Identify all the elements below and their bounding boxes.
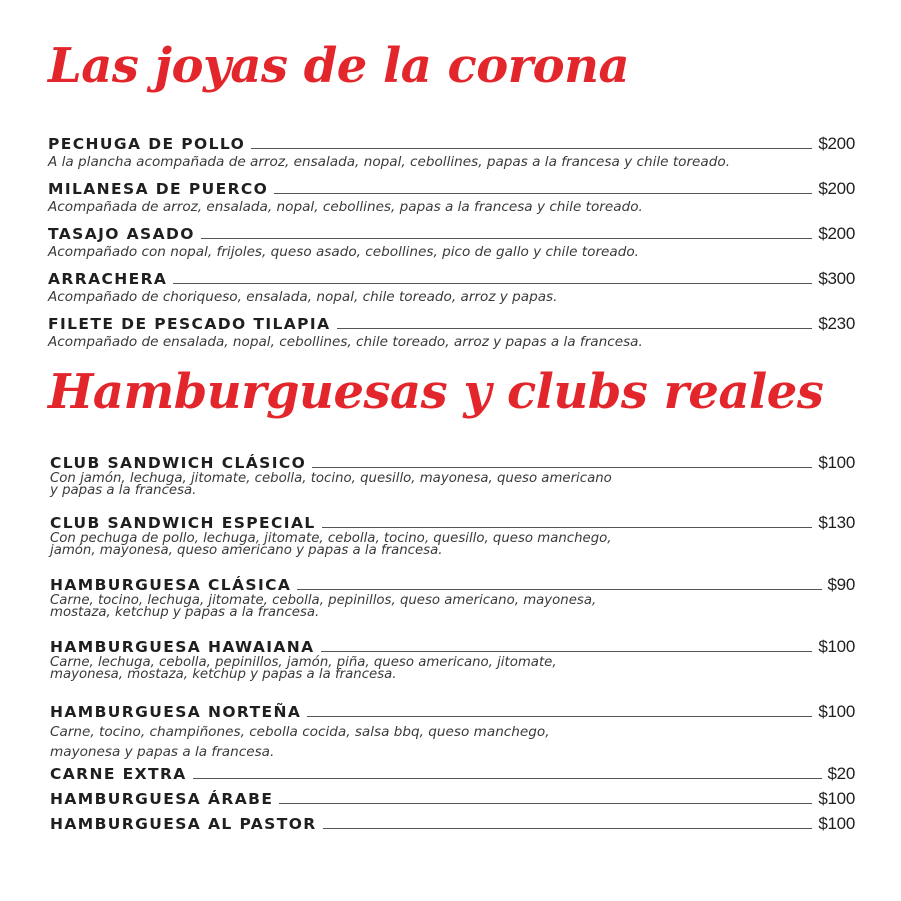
item-description-line-1: Carne, tocino, lechuga, jitomate, cebolla, pepinillos, queso americano, mayonesa, [50, 593, 597, 608]
item-name: CLUB SANDWICH CLÁSICO [50, 454, 307, 472]
dotted-leader [279, 803, 812, 804]
item-description: Acompañado de ensalada, nopal, cebollines, chile toreado, arroz y papas a la francesa. [48, 334, 643, 350]
item-description-line-2: jamón, mayonesa, queso americano y papas a la francesa. [50, 543, 443, 558]
item-name: HAMBURGUESA HAWAIANA [50, 638, 315, 656]
menu-item-arrachera [48, 269, 855, 305]
item-description-line-2: y papas a la francesa. [50, 483, 197, 498]
item-description-line-1: Con pechuga de pollo, lechuga, jitomate, cebolla, tocino, quesillo, queso manchego, [50, 531, 612, 546]
menu-item-tasajo-asado [48, 224, 855, 260]
dotted-leader [321, 651, 813, 652]
item-price: $300 [818, 269, 855, 288]
item-price: $100 [818, 453, 855, 472]
dotted-leader [193, 778, 822, 779]
menu-item-club-sandwich-clasico [50, 453, 855, 497]
dotted-leader [312, 467, 812, 468]
item-name: HAMBURGUESA ÁRABE [50, 790, 274, 808]
section-title-joyas: Las joyas de la corona [48, 38, 630, 94]
item-name: CARNE EXTRA [50, 765, 187, 783]
dotted-leader [307, 716, 812, 717]
dotted-leader [297, 589, 821, 590]
dotted-leader [274, 193, 812, 194]
item-description-line-1: Carne, lechuga, cebolla, pepinillos, jamón, piña, queso americano, jitomate, [50, 655, 557, 670]
menu-item-hamburguesa-al-pastor [50, 814, 855, 834]
menu-item-hamburguesa-hawaiana [50, 637, 855, 681]
menu-item-carne-extra [50, 764, 855, 784]
item-name: FILETE DE PESCADO TILAPIA [48, 315, 331, 333]
item-price: $100 [818, 702, 855, 721]
item-description: Acompañado con nopal, frijoles, queso asado, cebollines, pico de gallo y chile toreado. [48, 244, 639, 260]
item-name: CLUB SANDWICH ESPECIAL [50, 514, 316, 532]
section-title-hamburguesas: Hamburguesas y clubs reales [48, 364, 824, 420]
item-description: Acompañado de choriqueso, ensalada, nopal, chile toreado, arroz y papas. [48, 289, 558, 305]
item-price: $200 [818, 179, 855, 198]
menu-item-club-sandwich-especial [50, 513, 855, 557]
item-price: $130 [818, 513, 855, 532]
item-name: HAMBURGUESA CLÁSICA [50, 576, 292, 594]
item-description-line-2: mostaza, ketchup y papas a la francesa. [50, 605, 320, 620]
item-price: $100 [818, 789, 855, 808]
item-price: $200 [818, 134, 855, 153]
item-description: Acompañada de arroz, ensalada, nopal, cebollines, papas a la francesa y chile toreado. [48, 199, 643, 215]
item-name: HAMBURGUESA NORTEÑA [50, 703, 302, 721]
item-description-line-2: mayonesa y papas a la francesa. [50, 744, 275, 760]
dotted-leader [201, 238, 813, 239]
dotted-leader [323, 828, 813, 829]
item-price: $20 [827, 764, 855, 783]
item-price: $200 [818, 224, 855, 243]
item-price: $90 [827, 575, 855, 594]
item-name: TASAJO ASADO [48, 225, 195, 243]
menu-item-filete-de-pescado-tilapia [48, 314, 855, 350]
menu-item-hamburguesa-clasica [50, 575, 855, 619]
menu-item-milanesa-de-puerco [48, 179, 855, 215]
item-name: MILANESA DE PUERCO [48, 180, 269, 198]
item-name: HAMBURGUESA AL PASTOR [50, 815, 317, 833]
menu-item-hamburguesa-arabe [50, 789, 855, 809]
item-description-line-1: Carne, tocino, champiñones, cebolla cocida, salsa bbq, queso manchego, [50, 724, 550, 740]
item-description-line-2: mayonesa, mostaza, ketchup y papas a la francesa. [50, 667, 397, 682]
item-name: ARRACHERA [48, 270, 168, 288]
dotted-leader [337, 328, 813, 329]
item-price: $230 [818, 314, 855, 333]
item-description: A la plancha acompañada de arroz, ensalada, nopal, cebollines, papas a la francesa y chile toreado. [48, 154, 731, 170]
dotted-leader [322, 527, 813, 528]
menu-item-hamburguesa-nortena [50, 702, 855, 762]
item-description-line-1: Con jamón, lechuga, jitomate, cebolla, tocino, quesillo, mayonesa, queso americano [50, 471, 612, 486]
dotted-leader [173, 283, 812, 284]
menu-item-pechuga-de-pollo [48, 134, 855, 170]
item-price: $100 [818, 814, 855, 833]
dotted-leader [251, 148, 812, 149]
item-price: $100 [818, 637, 855, 656]
item-name: PECHUGA DE POLLO [48, 135, 246, 153]
